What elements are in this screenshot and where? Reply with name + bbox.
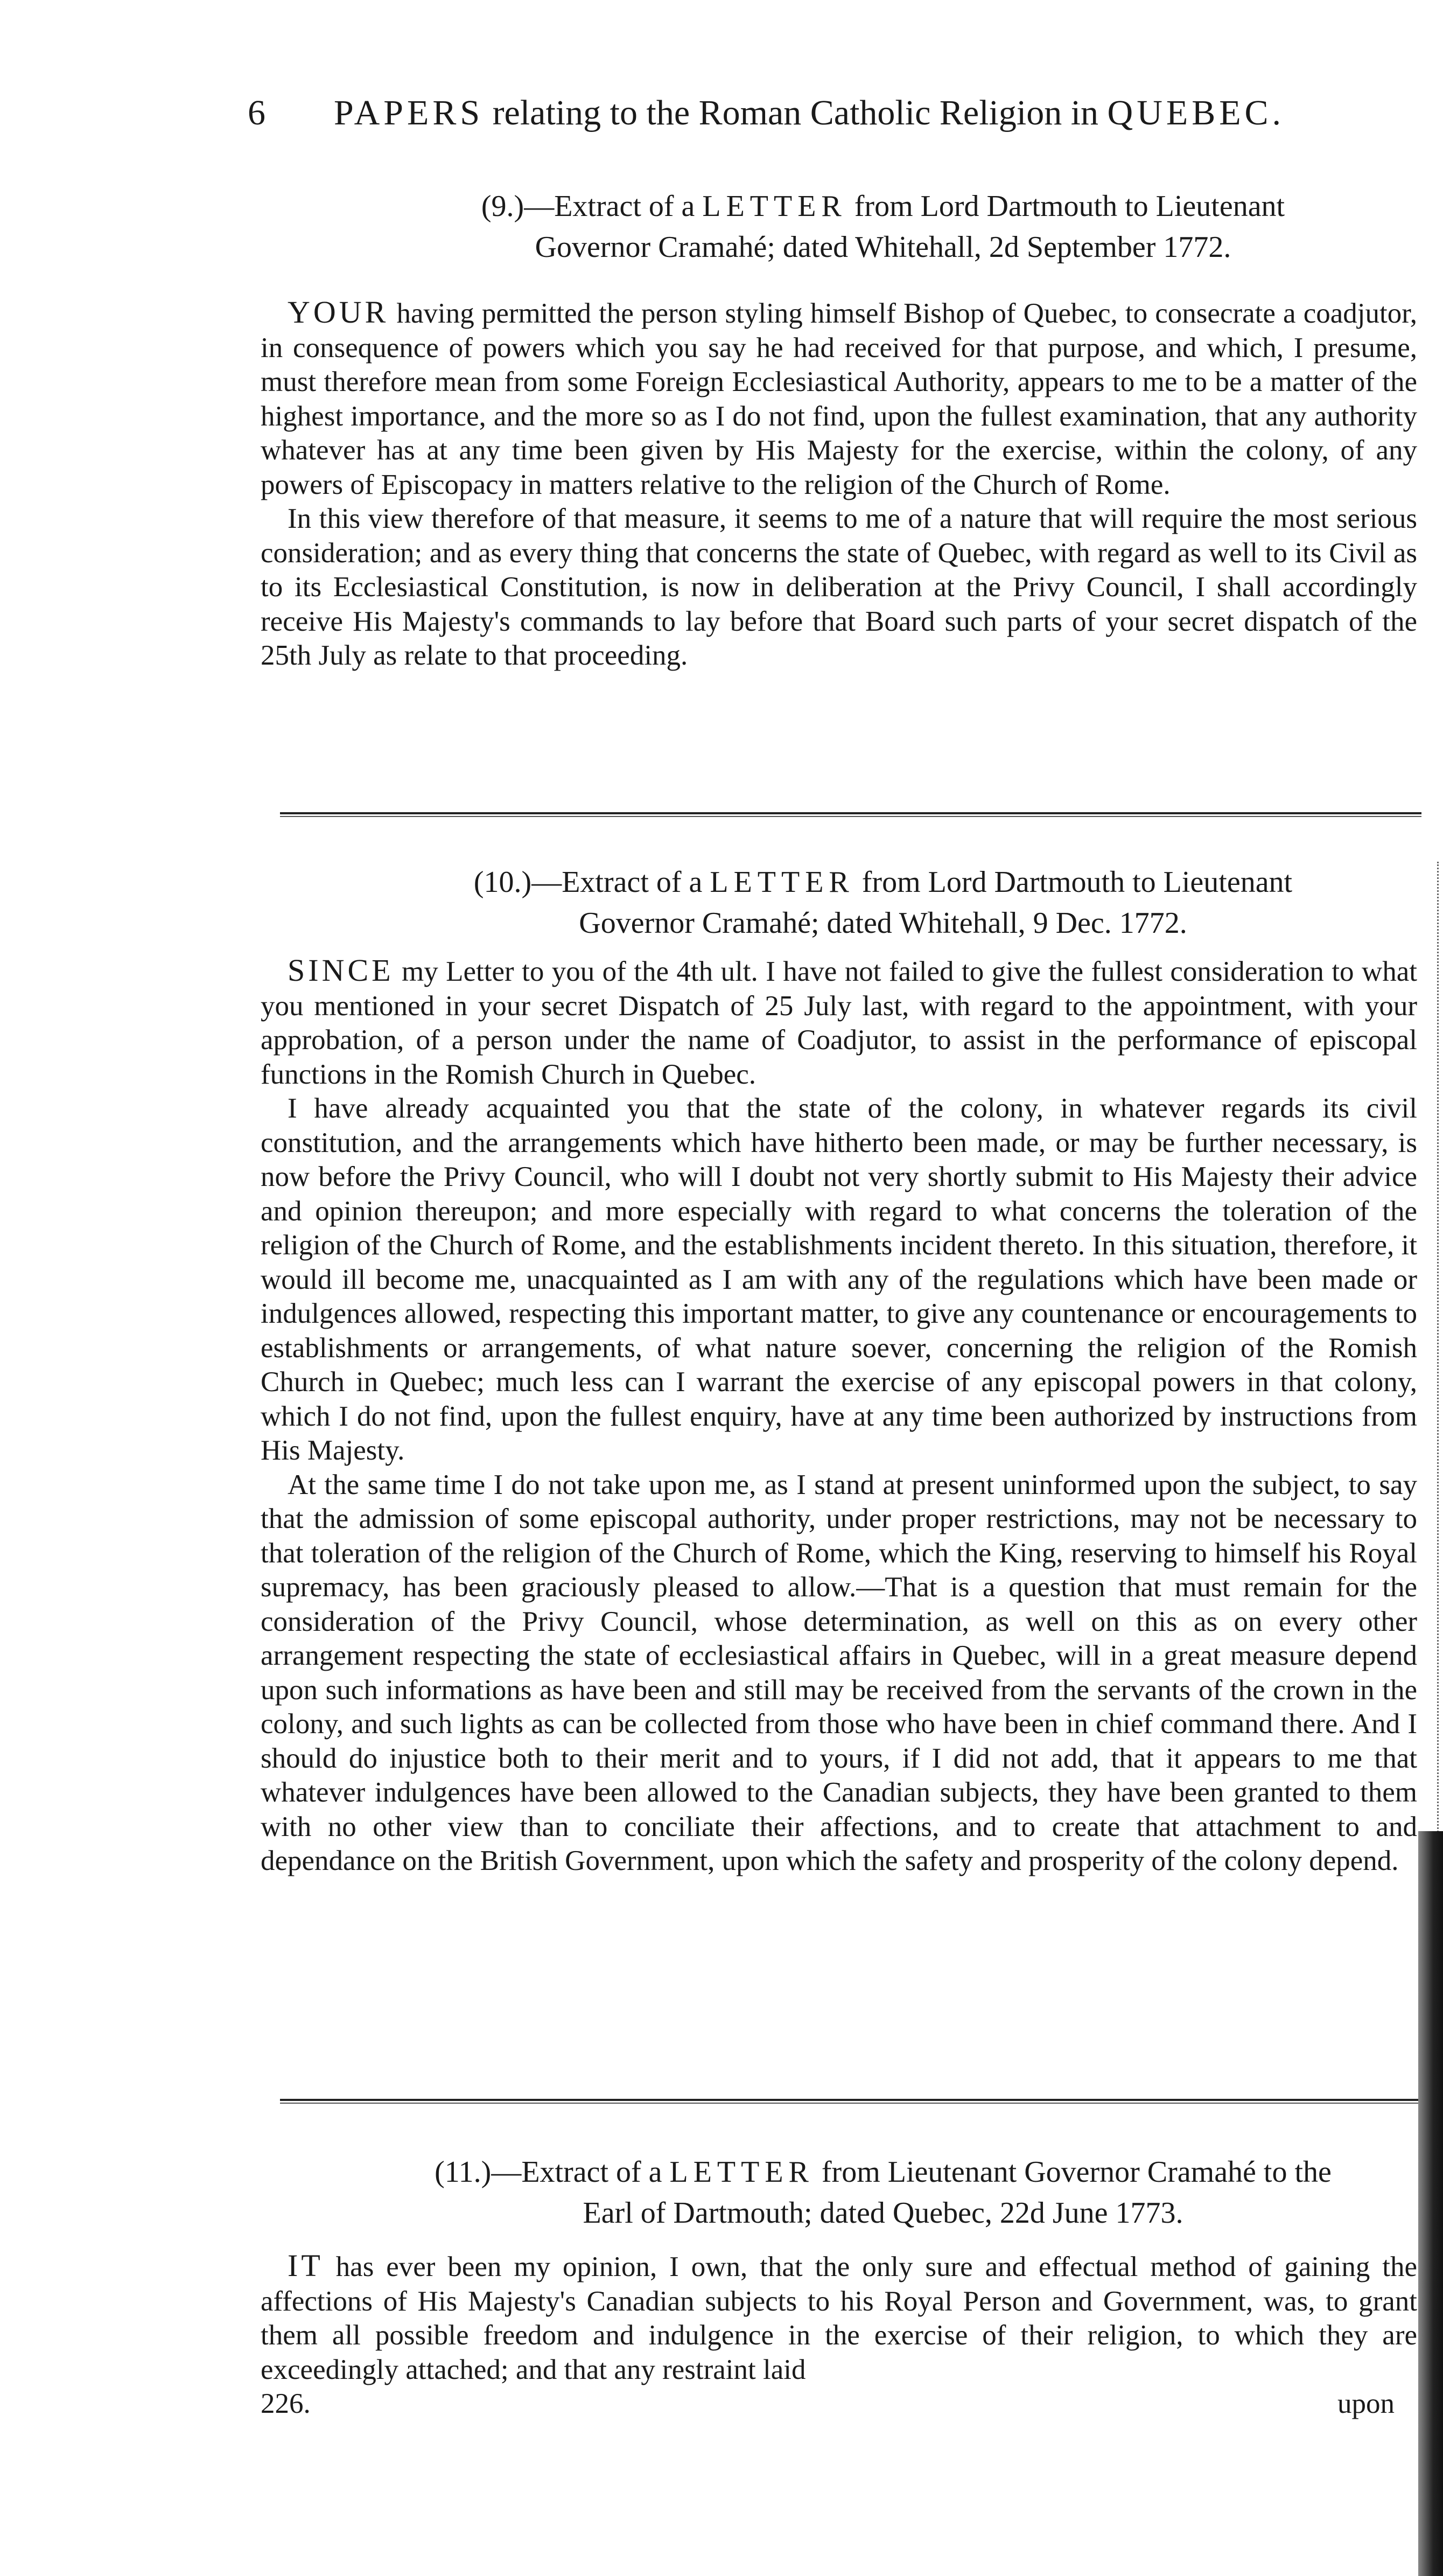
paragraph: I have already acquainted you that the state of the colony, in whatever regards its civil constitution, and the arrangements which have hitherto been made, or may be further necessary, is now before the Privy Council, who will I doubt not very shortly submit to His Majesty their advice and opinion thereupon; and more especially with regard to what concerns the toleration of the religion of the Church of Rome, and the establishments incident thereto. In this situation, therefore, it would ill become me, unacquainted as I am with any of the regulations which have been made or indulgences allowed, respecting this important matter, to give any countenance or encouragements to establishments or arrangements, of what nature soever, concerning the religion of the Romish Church in Quebec; much less can I warrant the exercise of any episcopal powers in that colony, which I do not find, upon the fullest enquiry, have at any time been authorized by instructions from His Majesty. — [261, 1093, 1417, 1466]
letter-heading-10 — [345, 862, 1421, 944]
letter-body-10 — [261, 953, 1417, 1879]
paragraph: In this view therefore of that measure, it seems to me of a nature that will require the most serious consideration; and as every thing that concerns the state of Quebec, with regard as well to its Civil as to its Ecclesiastical Constitution, is now in deliberation at the Privy Council, I shall accordingly receive His Majesty's commands to lay before that Board such parts of your secret dispatch of the 25th July as relate to that proceeding. — [261, 503, 1417, 671]
running-head — [248, 92, 1432, 135]
paragraph: At the same time I do not take upon me, as I stand at present uninformed upon the subject, to say that the admission of some episcopal authority, under proper restrictions, may not be necessary to that toleration of the religion of the Church of Rome, which the King, reserving to himself his Royal supremacy, has been graciously pleased to allow.—That is a question that must remain for the consideration of the Privy Council, whose determination, as well on this as on every other arrangement respecting the state of ecclesiastical affairs in Quebec, will in a great measure depend upon such informations as have been and still may be received from the servants of the crown in the colony, and such lights as can be collected from those who have been in chief command there. And I should do injustice both to their merit and to yours, if I did not add, that it appears to me that whatever indulgences have been allowed to the Canadian subjects, they have been granted to them with no other view than to conciliate their affections, and to create that attachment to and dependance on the British Government, upon which the safety and prosperity of the colony depend. — [261, 1469, 1417, 1876]
letter-heading-11 — [345, 2152, 1421, 2233]
heading-line-1: (10.)—Extract of a LETTER from Lord Dartmouth to Lieutenant — [473, 865, 1293, 899]
page-edge-speckle — [1432, 862, 1439, 1939]
letter-body-9 — [261, 295, 1417, 673]
letter-heading-9 — [345, 186, 1421, 268]
catchword: upon — [1337, 2388, 1395, 2419]
paragraph: IT has ever been my opinion, I own, that the only sure and effectual method of gaining the affections of His Majesty's Canadian subjects to his Royal Person and Government, was, to grant them all possible freedom and indulgence in the exercise of their religion, to which they are exceedingly attached; and that any restraint laid — [261, 2248, 1417, 2385]
letter-body-11 — [261, 2249, 1417, 2387]
heading-line-2: Earl of Dartmouth; dated Quebec, 22d June 1773. — [583, 2196, 1183, 2230]
paragraph: SINCE my Letter to you of the 4th ult. I have not failed to give the fullest consideration to what you mentioned in your secret Dispatch of 25 July last, with regard to the appointment, with your approbation, of a person under the name of Coadjutor, to assist in the performance of episcopal functions in the Romish Church in Quebec. — [261, 953, 1417, 1090]
heading-line-1: (11.)—Extract of a LETTER from Lieutenant Governor Cramahé to the — [435, 2155, 1332, 2189]
running-head-caps: PAPERS — [334, 93, 484, 132]
heading-line-1: (9.)—Extract of a LETTER from Lord Dartmouth to Lieutenant — [481, 190, 1285, 223]
page-number: 6 — [248, 93, 265, 132]
running-head-place: QUEBEC. — [1107, 93, 1285, 132]
heading-line-2: Governor Cramahé; dated Whitehall, 2d September 1772. — [535, 231, 1231, 264]
binding-shadow — [1418, 1831, 1443, 2576]
paragraph: YOUR having permitted the person styling himself Bishop of Quebec, to consecrate a coadjutor, in consequence of powers which you say he had received for that purpose, and which, I presume, must therefore mean from some Foreign Ecclesiastical Authority, appears to me to be a matter of the highest importance, and the more so as I do not find, upon the fullest examination, that any authority whatever has at any time been given by His Majesty for the exercise, within the colony, of any powers of Episcopacy in matters relative to the religion of the Church of Rome. — [261, 295, 1417, 500]
heading-line-2: Governor Cramahé; dated Whitehall, 9 Dec. 1772. — [579, 906, 1187, 940]
section-divider — [280, 2099, 1421, 2104]
running-head-title: relating to the Roman Catholic Religion in — [484, 93, 1108, 132]
signature-mark: 226. — [261, 2388, 311, 2419]
section-divider — [280, 812, 1421, 817]
